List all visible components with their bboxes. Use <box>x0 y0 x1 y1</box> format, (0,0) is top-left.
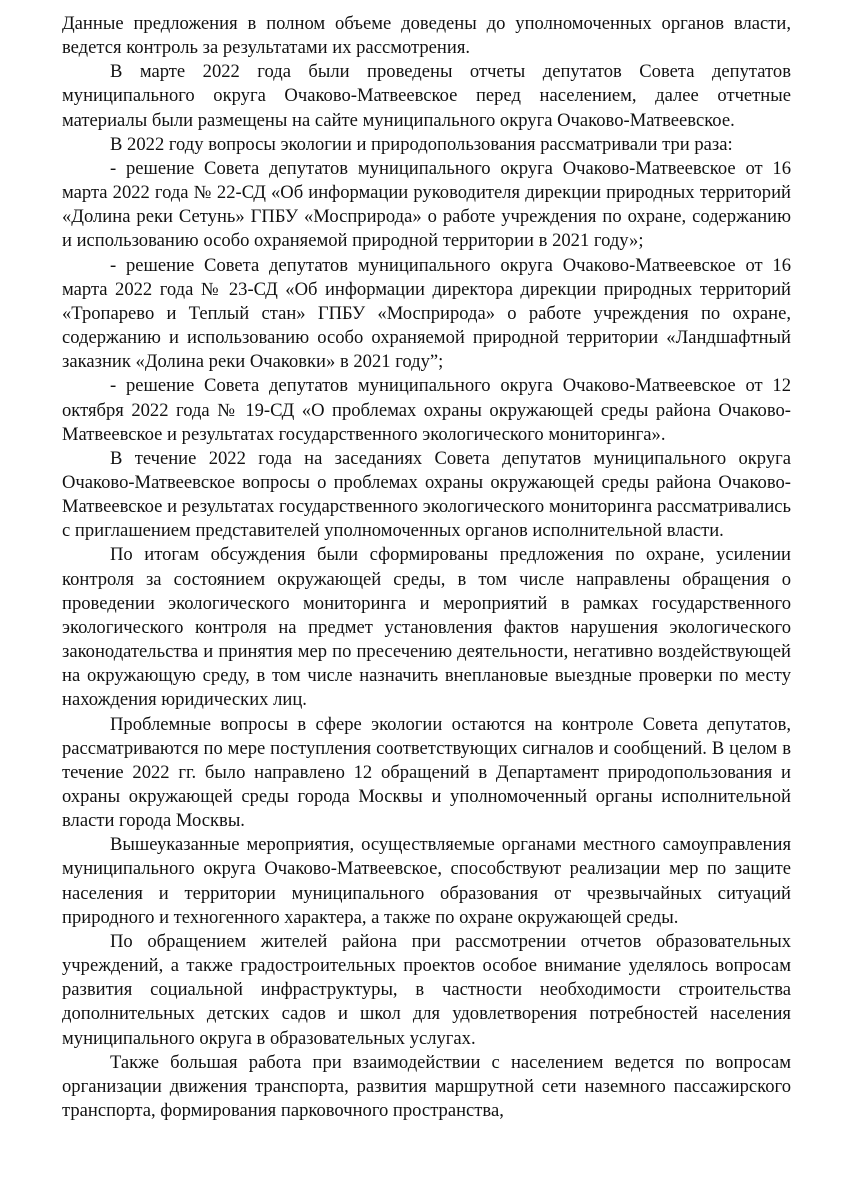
paragraph-10: Вышеуказанные мероприятия, осуществляемые органами местного самоуправления муниципального округа Очаково-Матвеевское, способствуют реализации мер по защите населения и территории муниципального образования от чрезвычайных ситуаций природного и техногенного характера, а также по охране окружающей среды. <box>62 834 791 928</box>
list-item-decision-19-sd: - решение Совета депутатов муниципального округа Очаково-Матвеевское от 12 октября 2022 года № 19-СД «О проблемах охраны окружающей среды района Очаково-Матвеевское и результатах государственного экологического мониторинга». <box>62 375 791 445</box>
list-item-decision-23-sd: - решение Совета депутатов муниципального округа Очаково-Матвеевское от 16 марта 2022 года № 23-СД «Об информации директора дирекции природных территорий «Тропарево и Теплый стан» ГПБУ «Мосприрода» о работе учреждения по охране, содержанию и использованию особо охраняемой природной территории «Ландшафтный заказник «Долина реки Очаковки» в 2021 году”; <box>62 254 791 373</box>
paragraph-11: По обращением жителей района при рассмотрении отчетов образовательных учреждений, а также градостроительных проектов особое внимание уделялось вопросам развития социальной инфраструктуры, в частности необходимости строительства дополнительных детских садов и школ для удовлетворения потребностей населения муниципального округа в образовательных услугах. <box>62 930 791 1049</box>
list-item-decision-22-sd: - решение Совета депутатов муниципального округа Очаково-Матвеевское от 16 марта 2022 года № 22-СД «Об информации руководителя дирекции природных территорий «Долина реки Сетунь» ГПБУ «Мосприрода» о работе учреждения по охране, содержанию и использованию особо охраняемой природной территории в 2021 году»; <box>62 157 791 252</box>
paragraph-7: В течение 2022 года на заседаниях Совета депутатов муниципального округа Очаково-Матвеевское вопросы о проблемах охраны окружающей среды района Очаково-Матвеевское и результатах государственного экологического мониторинга рассматривались с приглашением представителей уполномоченных органов исполнительной власти. <box>62 447 791 542</box>
paragraph-1: Данные предложения в полном объеме доведены до уполномоченных органов власти, ведется контроль за результатами их рассмотрения. <box>62 13 791 59</box>
paragraph-12: Также большая работа при взаимодействии с населением ведется по вопросам организации движения транспорта, развития маршрутной сети наземного пассажирского транспорта, формирования парковочного пространства, <box>62 1051 791 1122</box>
paragraph-2: В марте 2022 года были проведены отчеты депутатов Совета депутатов муниципального округа Очаково-Матвеевское перед населением, далее отчетные материалы были размещены на сайте муниципального округа Очаково-Матвеевское. <box>62 61 791 131</box>
paragraph-8: По итогам обсуждения были сформированы предложения по охране, усилении контроля за состоянием окружающей среды, в том числе направлены обращения о проведении экологического мониторинга и мероприятий в рамках государственного экологического контроля на предмет установления фактов нарушения экологического законодательства и принятия мер по пресечению деятельности, негативно воздействующей на окружающую среду, в том числе назначить внеплановые выездные проверки по месту нахождения юридических лиц. <box>62 544 791 711</box>
paragraph-9: Проблемные вопросы в сфере экологии остаются на контроле Совета депутатов, рассматриваются по мере поступления соответствующих сигналов и сообщений. В целом в течение 2022 гг. было направлено 12 обращений в Департамент природопользования и охраны окружающей среды города Москвы и уполномоченный органы исполнительной власти города Москвы. <box>62 713 791 832</box>
paragraph-3: В 2022 году вопросы экологии и природопользования рассматривали три раза: <box>110 133 733 155</box>
